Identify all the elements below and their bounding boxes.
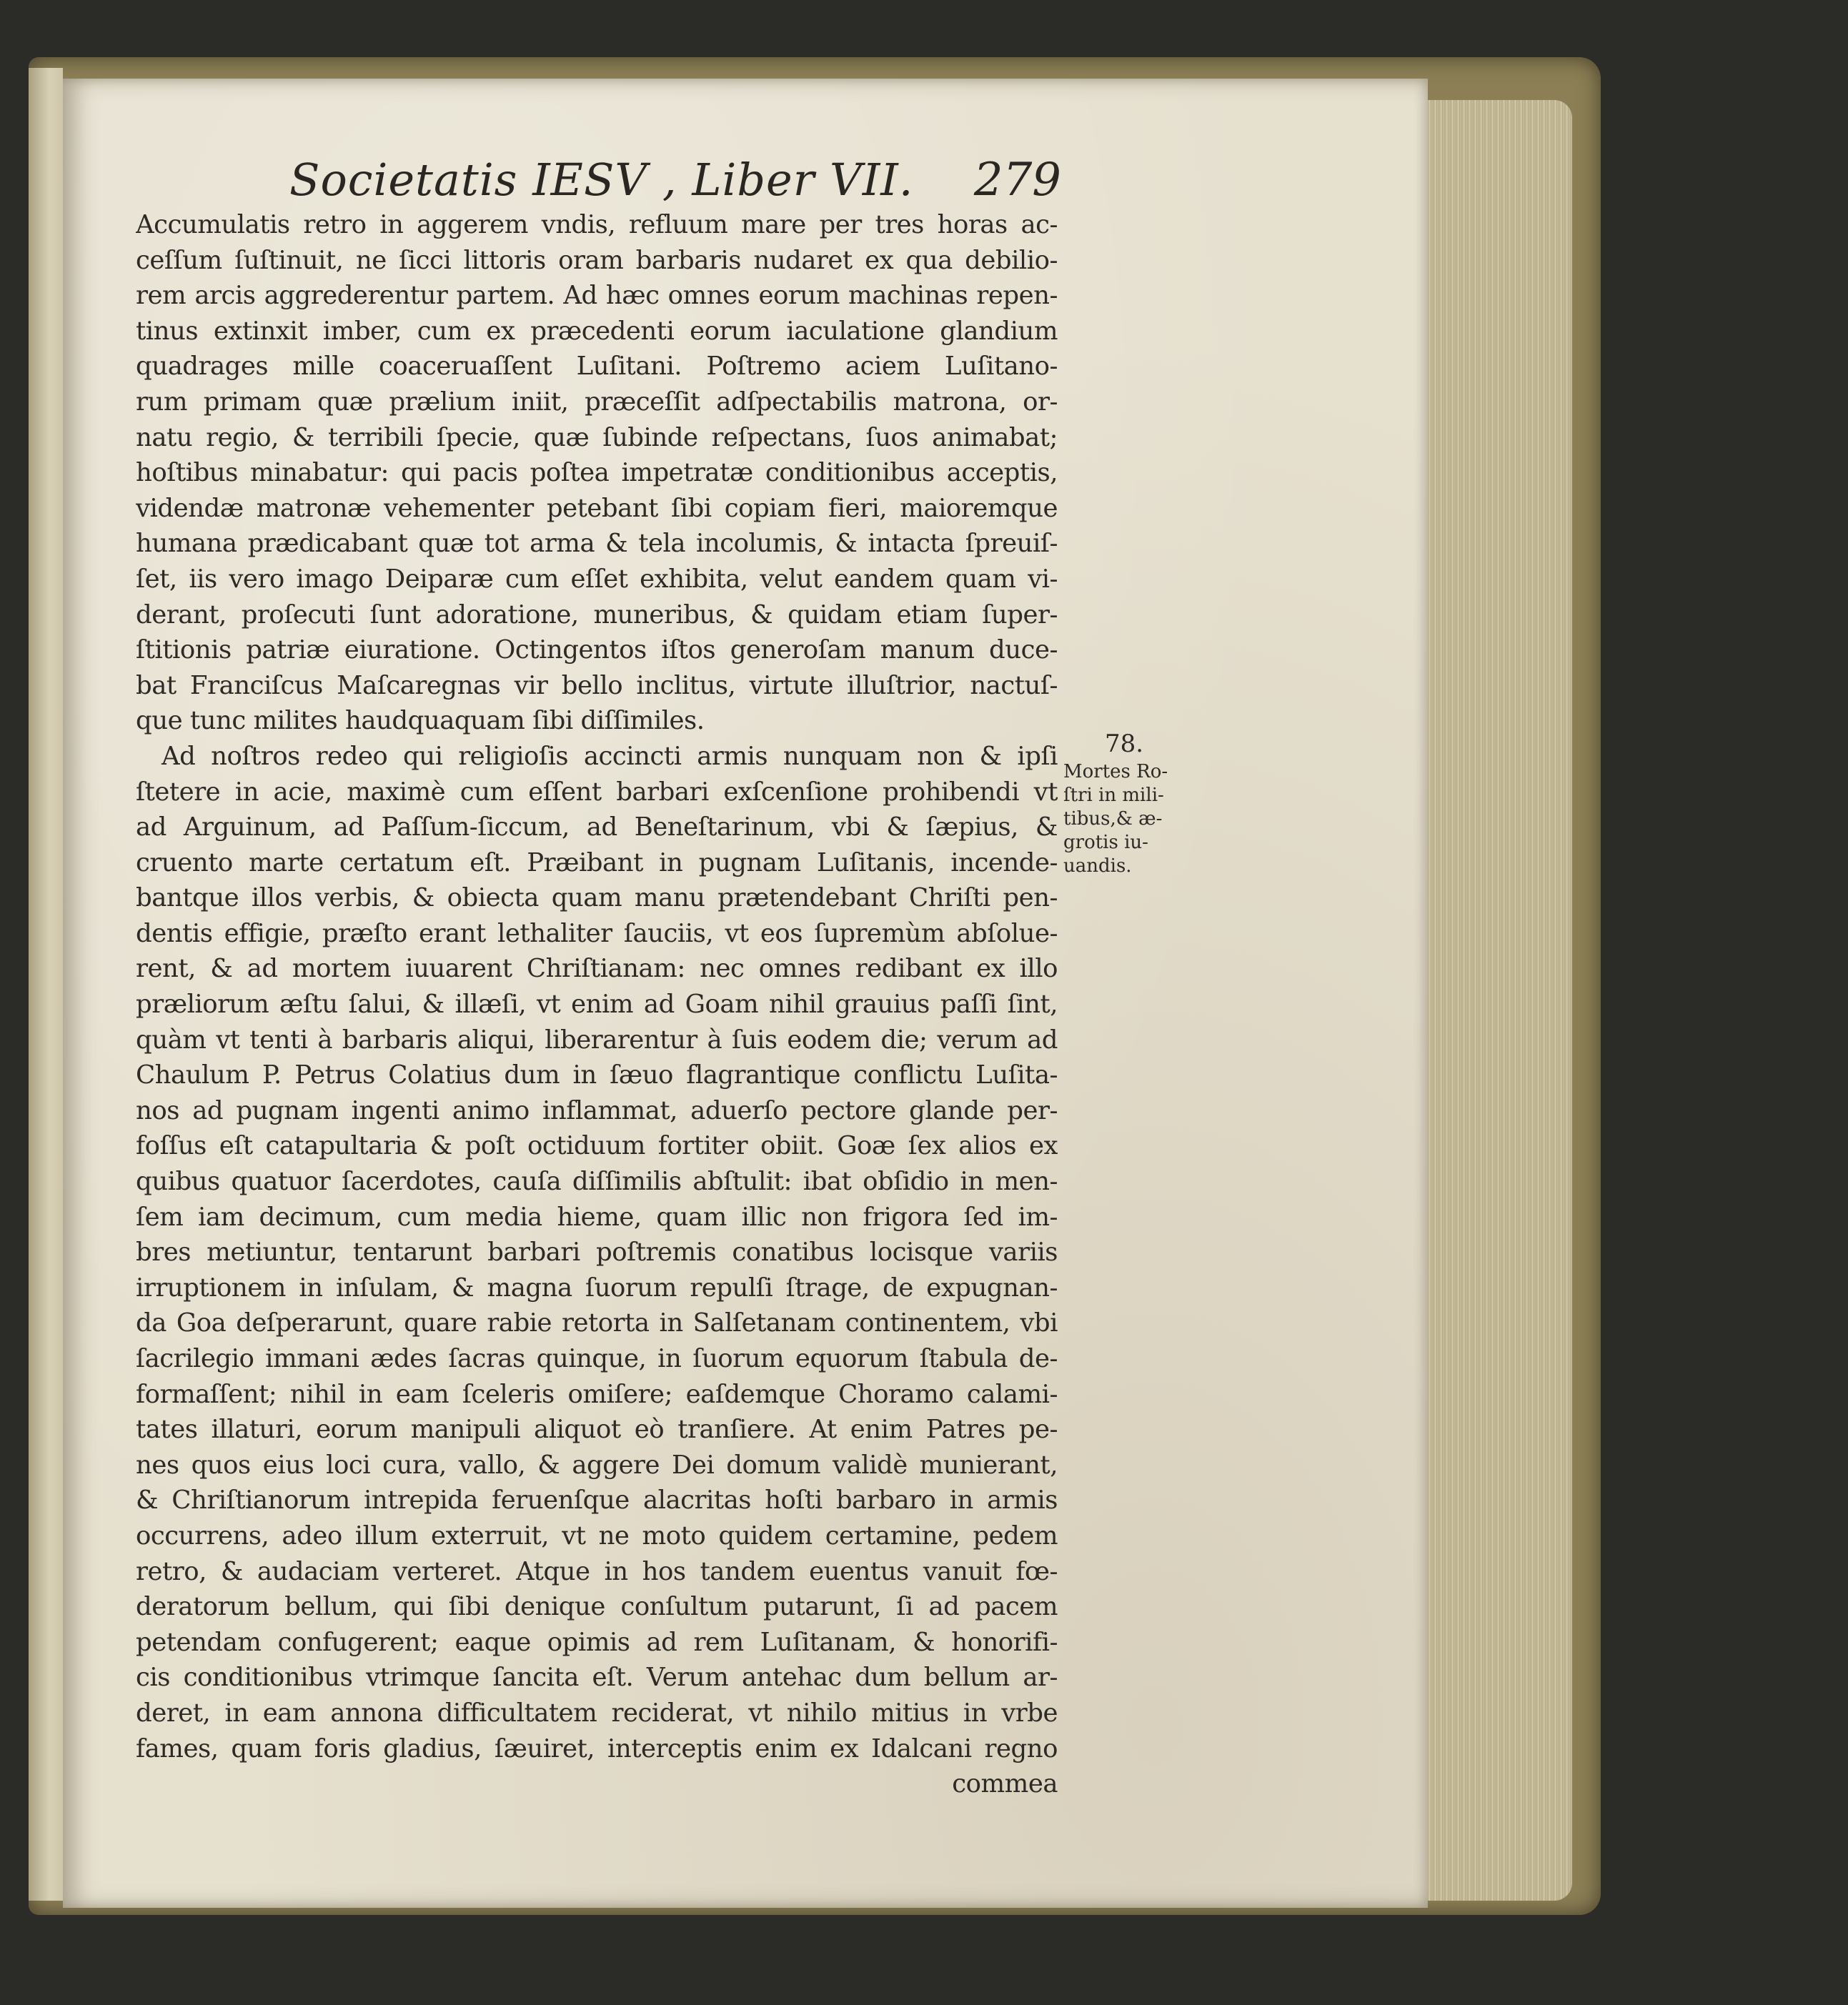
text-line bbox=[136, 916, 1058, 952]
margin-note-line: uandis. bbox=[1063, 855, 1132, 877]
text-line bbox=[136, 349, 1058, 384]
margin-note-line: grotis iu- bbox=[1063, 832, 1148, 853]
text-line bbox=[136, 1483, 1058, 1518]
text-line-content: ſacrilegio immani ædes ſacras quinque, in ſuorum equorum ſtabula de- bbox=[136, 1344, 1058, 1373]
text-line-content: nos ad pugnam ingenti animo inflammat, aduerſo pectore glande per- bbox=[136, 1095, 1058, 1125]
text-line bbox=[136, 207, 1058, 243]
text-line bbox=[136, 243, 1058, 279]
text-line bbox=[136, 1377, 1058, 1413]
text-line bbox=[136, 951, 1058, 987]
text-line bbox=[136, 1448, 1058, 1483]
text-line-content: deret, in eam annona difficultatem reciderat, vt nihilo mitius in vrbe bbox=[136, 1698, 1058, 1728]
text-line-content: & Chriſtianorum intrepida feruenſque alacritas hoſti barbaro in armis bbox=[136, 1486, 1058, 1516]
text-line bbox=[136, 1625, 1058, 1661]
text-line-content: cruento marte certatum eſt. Præibant in pugnam Luſitanis, incende- bbox=[136, 847, 1058, 877]
text-line-content: Accumulatis retro in aggerem vndis, refluum mare per tres horas ac- bbox=[136, 210, 1058, 239]
text-line-content: commea bbox=[952, 1769, 1058, 1799]
text-line-content: ſem iam decimum, cum media hieme, quam illic non frigora ſed im- bbox=[136, 1202, 1058, 1232]
text-line-content: tates illaturi, eorum manipuli aliquot eò tranſiere. At enim Patres pe- bbox=[136, 1415, 1058, 1445]
text-line-content: hoſtibus minabatur: qui pacis poſtea impetratæ conditionibus acceptis, bbox=[136, 458, 1058, 488]
text-line-content: quàm vt tenti à barbaris aliqui, liberarentur à ſuis eodem die; verum ad bbox=[136, 1025, 1058, 1055]
text-line bbox=[136, 703, 1058, 739]
text-line-content: quadrages mille coaceruaſſent Luſitani. Poſtremo aciem Luſitano- bbox=[136, 352, 1058, 382]
facing-page-edge bbox=[29, 68, 63, 1901]
text-line-content: rent, & ad mortem iuuarent Chriſtianam: nec omnes redibant ex illo bbox=[136, 954, 1058, 984]
margin-note bbox=[1063, 727, 1199, 878]
text-line bbox=[136, 1554, 1058, 1590]
text-line bbox=[136, 1200, 1058, 1235]
text-line-content: nes quos eius loci cura, vallo, & aggere Dei domum validè munierant, bbox=[136, 1450, 1058, 1480]
text-line bbox=[136, 739, 1058, 775]
text-line-content: ad Arguinum, ad Paſſum-ſiccum, ad Beneſtarinum, vbi & ſæpius, & bbox=[136, 812, 1058, 842]
text-line bbox=[136, 1660, 1058, 1696]
text-line bbox=[136, 775, 1058, 810]
text-line bbox=[136, 632, 1058, 668]
running-head: Societatis IESV , Liber VII. bbox=[289, 154, 914, 206]
text-line-content: foſſus eſt catapultaria & poſt octiduum fortiter obiit. Goæ ſex alios ex bbox=[136, 1131, 1058, 1161]
text-line bbox=[136, 526, 1058, 562]
text-line bbox=[136, 1023, 1058, 1058]
text-line-content: derant, proſecuti ſunt adoratione, muneribus, & quidam etiam ſuper- bbox=[136, 599, 1058, 630]
text-line bbox=[136, 845, 1058, 881]
margin-note-number: 78. bbox=[1105, 730, 1144, 758]
text-line bbox=[136, 491, 1058, 527]
text-line-content: quibus quatuor ſacerdotes, cauſa diſſimilis abſtulit: ibat obſidio in men- bbox=[136, 1167, 1058, 1197]
text-line bbox=[136, 880, 1058, 916]
text-line bbox=[136, 1731, 1058, 1767]
text-line bbox=[136, 1164, 1058, 1200]
text-line bbox=[136, 278, 1058, 314]
text-line bbox=[136, 1696, 1058, 1731]
text-line-content: præliorum æſtu ſalui, & illæſi, vt enim ad Goam nihil grauius paſſi ſint, bbox=[136, 990, 1058, 1020]
text-line-content: Chaulum P. Petrus Colatius dum in ſæuo flagrantique conflictu Luſita- bbox=[136, 1060, 1058, 1090]
text-line bbox=[136, 1341, 1058, 1377]
text-line bbox=[136, 668, 1058, 704]
text-line-content: que tunc milites haudquaquam ſibi diſſimiles. bbox=[136, 706, 705, 736]
text-line bbox=[136, 987, 1058, 1023]
text-line bbox=[136, 1518, 1058, 1554]
text-line bbox=[136, 1766, 1058, 1802]
text-line bbox=[136, 1235, 1058, 1270]
margin-note-text bbox=[1063, 760, 1199, 878]
text-line-content: da Goa deſperarunt, quare rabie retorta in Salſetanam continentem, vbi bbox=[136, 1308, 1058, 1338]
text-line-content: deratorum bellum, qui ſibi denique conſultum putarunt, ſi ad pacem bbox=[136, 1592, 1058, 1622]
text-line-content: Ad noſtros redeo qui religioſis accincti armis nunquam non & ipſi bbox=[162, 741, 1058, 771]
text-line bbox=[136, 1093, 1058, 1129]
text-line-content: bat Franciſcus Maſcaregnas vir bello inclitus, virtute illuſtrior, nactuſ- bbox=[136, 670, 1058, 700]
text-line-content: petendam confugerent; eaque opimis ad rem Luſitanam, & honorifi- bbox=[136, 1627, 1058, 1657]
text-line-content: bantque illos verbis, & obiecta quam manu prætendebant Chriſti pen- bbox=[136, 883, 1058, 913]
text-line-content: natu regio, & terribili ſpecie, quæ ſubinde reſpectans, ſuos animabat; bbox=[136, 422, 1058, 452]
text-line-content: videndæ matronæ vehementer petebant ſibi copiam fieri, maioremque bbox=[136, 493, 1058, 523]
page-number: 279 bbox=[973, 154, 1061, 207]
text-line-content: rem arcis aggrederentur partem. Ad hæc omnes eorum machinas repen- bbox=[136, 281, 1058, 311]
text-line-content: ſtetere in acie, maximè cum eſſent barbari exſcenſione prohibendi vt bbox=[136, 777, 1058, 807]
page-header bbox=[289, 154, 1061, 211]
text-line bbox=[136, 1412, 1058, 1448]
text-line bbox=[136, 1305, 1058, 1341]
text-line bbox=[136, 420, 1058, 456]
text-line-content: humana prædicabant quæ tot arma & tela incolumis, & intacta ſpreuiſ- bbox=[136, 529, 1058, 559]
text-line bbox=[136, 455, 1058, 491]
text-line bbox=[136, 1589, 1058, 1625]
text-line-content: cis conditionibus vtrimque ſancita eſt. Verum antehac dum bellum ar- bbox=[136, 1663, 1058, 1693]
text-line-content: tinus extinxit imber, cum ex præcedenti eorum iaculatione glandium bbox=[136, 316, 1058, 346]
text-line bbox=[136, 1128, 1058, 1164]
text-line bbox=[136, 314, 1058, 349]
text-line-content: rum primam quæ prælium iniit, præceſſit adſpectabilis matrona, or- bbox=[136, 387, 1058, 417]
text-line-content: ceſſum ſuſtinuit, ne ſicci littoris oram barbaris nudaret ex qua debilio- bbox=[136, 245, 1058, 275]
margin-note-line: tibus,& æ- bbox=[1063, 808, 1163, 830]
text-line bbox=[136, 384, 1058, 420]
body-text bbox=[136, 207, 1058, 1802]
text-line-content: ſet, iis vero imago Deiparæ cum eſſet exhibita, velut eandem quam vi- bbox=[136, 564, 1058, 594]
text-line bbox=[136, 562, 1058, 597]
text-line-content: occurrens, adeo illum exterruit, vt ne moto quidem certamine, pedem bbox=[136, 1521, 1058, 1551]
text-line-content: irruptionem in inſulam, & magna ſuorum repulſi ſtrage, de expugnan- bbox=[136, 1273, 1058, 1303]
text-line-content: bres metiuntur, tentarunt barbari poſtremis conatibus locisque variis bbox=[136, 1238, 1058, 1268]
text-line-content: formaſſent; nihil in eam ſceleris omiſere; eaſdemque Choramo calami- bbox=[136, 1379, 1058, 1409]
margin-note-line: ſtri in mili- bbox=[1063, 785, 1164, 806]
text-line-content: dentis effigie, præſto erant lethaliter ſauciis, vt eos ſupremùm abſolue- bbox=[136, 918, 1058, 948]
text-line-content: ſtitionis patriæ eiuratione. Octingentos iſtos generoſam manum duce- bbox=[136, 635, 1058, 665]
text-line bbox=[136, 810, 1058, 845]
page-block-edge bbox=[1426, 100, 1572, 1901]
text-line bbox=[136, 597, 1058, 633]
text-line bbox=[136, 1270, 1058, 1306]
text-line-content: retro, & audaciam verteret. Atque in hos tandem euentus vanuit fœ- bbox=[136, 1556, 1058, 1586]
margin-note-line: Mortes Ro- bbox=[1063, 761, 1168, 782]
text-line bbox=[136, 1058, 1058, 1093]
text-line-content: fames, quam foris gladius, ſæuiret, interceptis enim ex Idalcani regno bbox=[136, 1733, 1058, 1763]
